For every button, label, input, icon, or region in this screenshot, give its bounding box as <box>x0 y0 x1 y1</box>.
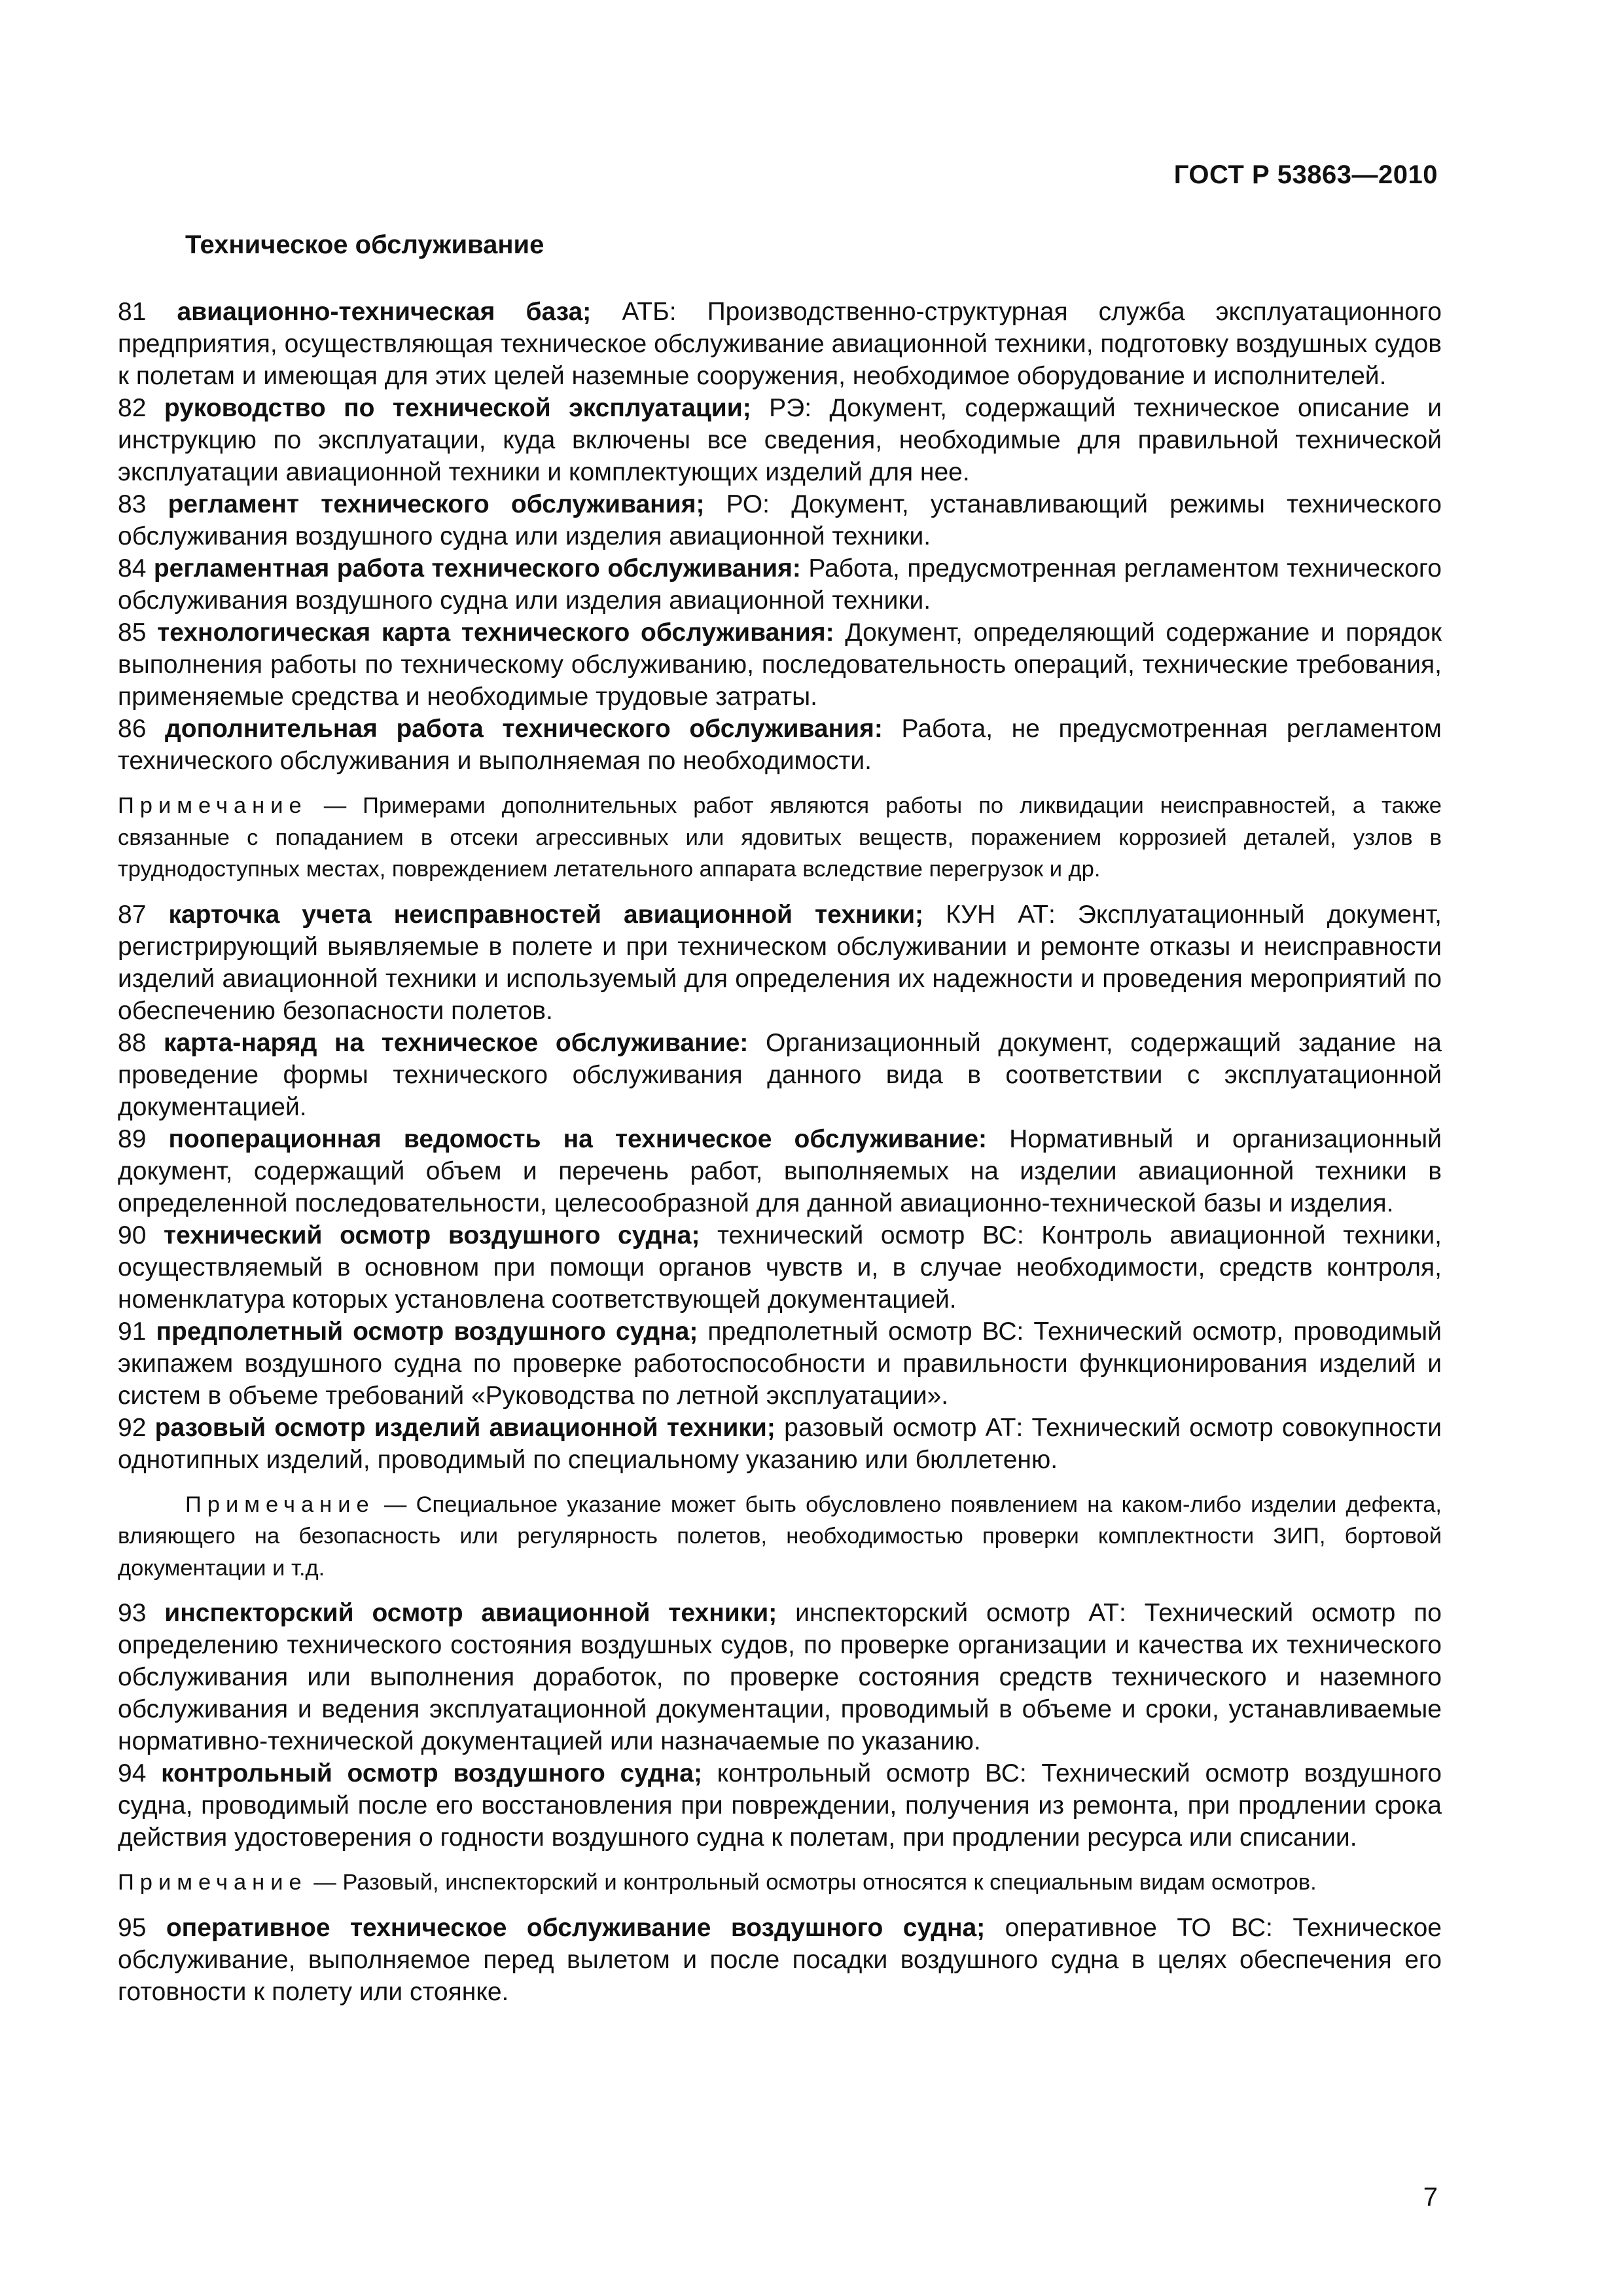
note-label: Примечание <box>118 1870 308 1895</box>
term-90 <box>118 1219 1442 1316</box>
term-definition: КУН АТ: Эксплуатационный документ, регистрирующий выявляемые в полете и при техническом обслуживании и ремонте отказы и неисправности изделий авиационной техники и используемый для определения их надежности и проведения мероприятий по обеспечению безопасности полетов. <box>118 900 1442 1025</box>
term-title: предполетный осмотр воздушного судна; <box>156 1317 698 1346</box>
note-2 <box>118 1489 1442 1585</box>
term-definition: Документ, определяющий содержание и порядок выполнения работы по техническому обслуживанию, последовательность операций, технические требования, применяемые средства и необходимые трудовые затраты. <box>118 619 1442 711</box>
term-number: 87 <box>118 900 147 929</box>
term-number: 94 <box>118 1759 147 1787</box>
term-title: регламентная работа технического обслуживания: <box>153 554 801 583</box>
term-number: 81 <box>118 298 147 326</box>
section-title: Техническое обслуживание <box>185 230 544 259</box>
term-definition: Организационный документ, содержащий задание на проведение формы технического обслуживания данного вида в соответствии с эксплуатационной документацией. <box>118 1028 1442 1121</box>
term-definition: Работа, не предусмотренная регламентом технического обслуживания и выполняемая по необходимости. <box>118 715 1442 775</box>
term-number: 85 <box>118 619 147 647</box>
term-number: 83 <box>118 490 147 518</box>
term-95 <box>118 1912 1442 2008</box>
terms-content <box>118 296 1442 2008</box>
term-89 <box>118 1123 1442 1219</box>
term-91 <box>118 1316 1442 1412</box>
term-title: технологическая карта технического обслуживания: <box>157 619 834 647</box>
term-82 <box>118 392 1442 488</box>
term-94 <box>118 1757 1442 1854</box>
term-definition: разовый осмотр АТ: Технический осмотр совокупности однотипных изделий, проводимый по специальному указанию или бюллетеню. <box>118 1413 1442 1474</box>
term-92 <box>118 1412 1442 1476</box>
term-title: регламент технического обслуживания; <box>168 490 705 518</box>
term-title: карта-наряд на техническое обслуживание: <box>163 1028 749 1057</box>
term-86 <box>118 713 1442 777</box>
note-label: Примечание <box>118 793 308 818</box>
note-text: — Специальное указание может быть обусловлено появлением на каком-либо изделии дефекта, влияющего на безопасность или регулярность полетов, необходимостью проверки комплектности ЗИП, бортовой документации и т.д. <box>118 1492 1442 1581</box>
term-87 <box>118 899 1442 1027</box>
term-title: дополнительная работа технического обслуживания: <box>165 715 883 743</box>
term-title: разовый осмотр изделий авиационной техники; <box>154 1413 776 1442</box>
term-definition: технический осмотр ВС: Контроль авиационной техники, осуществляемый в основном при помощи органов чувств и, в случае необходимости, средств контроля, номенклатура которых установлена соответствующей документацией. <box>118 1221 1442 1314</box>
term-number: 84 <box>118 554 147 583</box>
note-label: Примечание <box>185 1492 375 1517</box>
term-title: пооперационная ведомость на техническое обслуживание: <box>168 1124 988 1153</box>
term-number: 82 <box>118 394 147 422</box>
term-definition: инспекторский осмотр АТ: Технический осмотр по определению технического состояния воздушных судов, по проверке организации и качества их технического обслуживания или выполнения доработок, по проверке состояния средств технического и наземного обслуживания и ведения эксплуатационной документации, проводимый в объеме и сроки, устанавливаемые нормативно-технической документацией или назначаемые по указанию. <box>118 1599 1442 1755</box>
term-number: 90 <box>118 1221 147 1249</box>
note-text: — Разовый, инспекторский и контрольный осмотры относятся к специальным видам осмотров. <box>307 1870 1317 1895</box>
document-code: ГОСТ Р 53863—2010 <box>1173 160 1438 189</box>
term-number: 93 <box>118 1599 147 1627</box>
note-3 <box>118 1867 1442 1899</box>
term-88 <box>118 1027 1442 1123</box>
term-definition: контрольный осмотр ВС: Технический осмотр воздушного судна, проводимый после его восстановления при повреждении, получения из ремонта, при продлении срока действия удостоверения о годности воздушного судна к полетам, при продлении ресурса или списании. <box>118 1759 1442 1852</box>
note-1 <box>118 790 1442 886</box>
term-83 <box>118 488 1442 552</box>
term-number: 92 <box>118 1413 147 1442</box>
term-definition: РЭ: Документ, содержащий техническое описание и инструкцию по эксплуатации, куда включены все сведения, необходимые для правильной технической эксплуатации авиационной техники и комплектующих изделий для нее. <box>118 394 1442 486</box>
term-definition: РО: Документ, устанавливающий режимы технического обслуживания воздушного судна или изделия авиационной техники. <box>118 490 1442 550</box>
term-84 <box>118 552 1442 617</box>
term-title: карточка учета неисправностей авиационной техники; <box>168 900 924 929</box>
term-title: руководство по технической эксплуатации; <box>164 394 751 422</box>
term-93 <box>118 1597 1442 1757</box>
term-definition: оперативное ТО ВС: Техническое обслуживание, выполняемое перед вылетом и после посадки воздушного судна в целях обеспечения его готовности к полету или стоянке. <box>118 1913 1442 2006</box>
term-title: контрольный осмотр воздушного судна; <box>161 1759 702 1787</box>
term-definition: Работа, предусмотренная регламентом технического обслуживания воздушного судна или изделия авиационной техники. <box>118 554 1442 615</box>
term-title: технический осмотр воздушного судна; <box>164 1221 700 1249</box>
term-85 <box>118 617 1442 713</box>
term-number: 89 <box>118 1124 147 1153</box>
term-title: авиационно-техническая база; <box>177 298 592 326</box>
term-definition: АТБ: Производственно-структурная служба эксплуатационного предприятия, осуществляющая техническое обслуживание авиационной техники, подготовку воздушных судов к полетам и имеющая для этих целей наземные сооружения, необходимое оборудование и исполнителей. <box>118 298 1442 390</box>
note-text: — Примерами дополнительных работ являются работы по ликвидации неисправностей, а также связанные с попаданием в отсеки агрессивных или ядовитых веществ, поражением коррозией деталей, узлов в труднодоступных местах, повреждением летательного аппарата вследствие перегрузок и др. <box>118 793 1442 882</box>
term-number: 86 <box>118 715 147 743</box>
term-number: 95 <box>118 1913 147 1942</box>
page-number: 7 <box>1423 2183 1438 2212</box>
term-definition: предполетный осмотр ВС: Технический осмотр, проводимый экипажем воздушного судна по проверке работоспособности и правильности функционирования изделий и систем в объеме требований «Руководства по летной эксплуатации». <box>118 1317 1442 1410</box>
term-title: инспекторский осмотр авиационной техники; <box>164 1599 777 1627</box>
term-title: оперативное техническое обслуживание воздушного судна; <box>166 1913 986 1942</box>
term-definition: Нормативный и организационный документ, содержащий объем и перечень работ, выполняемых на изделии авиационной техники в определенной последовательности, целесообразной для данной авиационно-технической базы и изделия. <box>118 1124 1442 1217</box>
term-number: 91 <box>118 1317 147 1346</box>
term-number: 88 <box>118 1028 147 1057</box>
term-81 <box>118 296 1442 392</box>
